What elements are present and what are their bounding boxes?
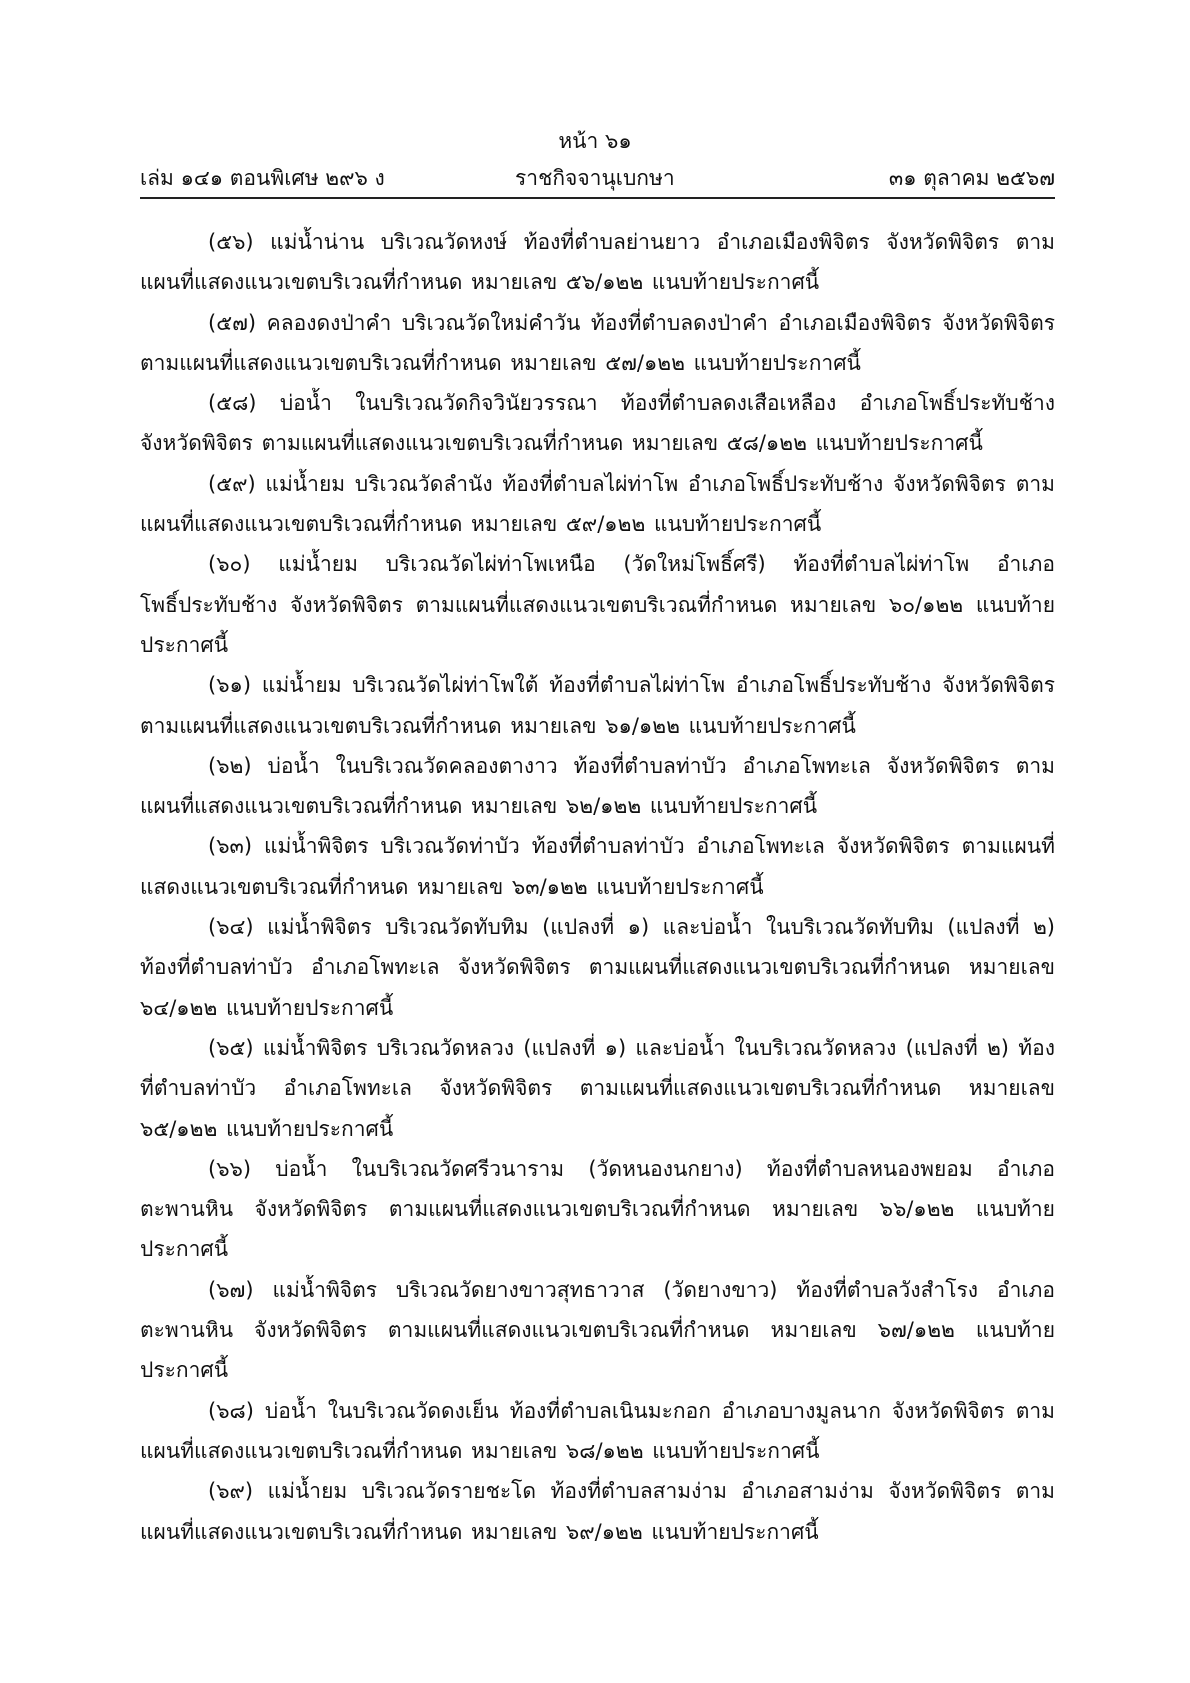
clause-67: (๖๗) แม่น้ำพิจิตร บริเวณวัดยางขาวสุทธาวาส (วัดยางขาว) ท้องที่ตำบลวังสำโรง อำเภอตะพานหิน จังหวัดพิจิตร ตามแผนที่แสดงแนวเขตบริเวณที่กำหนด หมายเลข ๖๗/๑๒๒ แนบท้ายประกาศนี้	[140, 1277, 1055, 1383]
volume-issue: เล่ม ๑๔๑ ตอนพิเศษ ๒๙๖ ง	[140, 166, 385, 190]
gazette-title: ราชกิจจานุเบกษา	[515, 166, 675, 190]
clause-64: (๖๔) แม่น้ำพิจิตร บริเวณวัดทับทิม (แปลงที่ ๑) และบ่อน้ำ ในบริเวณวัดทับทิม (แปลงที่ ๒) ท้องที่ตำบลท่าบัว อำเภอโพทะเล จังหวัดพิจิตร ตามแผนที่แสดงแนวเขตบริเวณที่กำหนด หมายเลข ๖๔/๑๒๒ แนบท้ายประกาศนี้	[140, 915, 1055, 1020]
clause-61: (๖๑) แม่น้ำยม บริเวณวัดไผ่ท่าโพใต้ ท้องที่ตำบลไผ่ท่าโพ อำเภอโพธิ์ประทับช้าง จังหวัดพิจิตร ตามแผนที่แสดงแนวเขตบริเวณที่กำหนด หมายเลข ๖๑/๑๒๒ แนบท้ายประกาศนี้	[140, 673, 1055, 738]
clause-56: (๕๖) แม่น้ำน่าน บริเวณวัดหงษ์ ท้องที่ตำบลย่านยาว อำเภอเมืองพิจิตร จังหวัดพิจิตร ตามแผนที่แสดงแนวเขตบริเวณที่กำหนด หมายเลข ๕๖/๑๒๒ แนบท้ายประกาศนี้	[140, 230, 1055, 295]
clause-59: (๕๙) แม่น้ำยม บริเวณวัดลำนัง ท้องที่ตำบลไผ่ท่าโพ อำเภอโพธิ์ประทับช้าง จังหวัดพิจิตร ตามแผนที่แสดงแนวเขตบริเวณที่กำหนด หมายเลข ๕๙/๑๒๒ แนบท้ายประกาศนี้	[140, 471, 1055, 537]
page-number: หน้า ๖๑	[558, 129, 632, 153]
clause-66: (๖๖) บ่อน้ำ ในบริเวณวัดศรีวนาราม (วัดหนองนกยาง) ท้องที่ตำบลหนองพยอม อำเภอตะพานหิน จังหวัดพิจิตร ตามแผนที่แสดงแนวเขตบริเวณที่กำหนด หมายเลข ๖๖/๑๒๒ แนบท้ายประกาศนี้	[140, 1156, 1055, 1262]
clause-63: (๖๓) แม่น้ำพิจิตร บริเวณวัดท่าบัว ท้องที่ตำบลท่าบัว อำเภอโพทะเล จังหวัดพิจิตร ตามแผนที่แสดงแนวเขตบริเวณที่กำหนด หมายเลข ๖๓/๑๒๒ แนบท้ายประกาศนี้	[140, 834, 1055, 899]
clause-60: (๖๐) แม่น้ำยม บริเวณวัดไผ่ท่าโพเหนือ (วัดใหม่โพธิ์ศรี) ท้องที่ตำบลไผ่ท่าโพ อำเภอโพธิ์ประทับช้าง จังหวัดพิจิตร ตามแผนที่แสดงแนวเขตบริเวณที่กำหนด หมายเลข ๖๐/๑๒๒ แนบท้ายประกาศนี้	[140, 552, 1055, 657]
clause-69: (๖๙) แม่น้ำยม บริเวณวัดรายชะโด ท้องที่ตำบลสามง่าม อำเภอสามง่าม จังหวัดพิจิตร ตามแผนที่แสดงแนวเขตบริเวณที่กำหนด หมายเลข ๖๙/๑๒๒ แนบท้ายประกาศนี้	[140, 1479, 1055, 1544]
header-divider	[140, 197, 1055, 199]
clause-62: (๖๒) บ่อน้ำ ในบริเวณวัดคลองตางาว ท้องที่ตำบลท่าบัว อำเภอโพทะเล จังหวัดพิจิตร ตามแผนที่แสดงแนวเขตบริเวณที่กำหนด หมายเลข ๖๒/๑๒๒ แนบท้ายประกาศนี้	[140, 753, 1055, 819]
publication-date: ๓๑ ตุลาคม ๒๕๖๗	[888, 166, 1055, 190]
clause-68: (๖๘) บ่อน้ำ ในบริเวณวัดดงเย็น ท้องที่ตำบลเนินมะกอก อำเภอบางมูลนาก จังหวัดพิจิตร ตามแผนที่แสดงแนวเขตบริเวณที่กำหนด หมายเลข ๖๘/๑๒๒ แนบท้ายประกาศนี้	[140, 1398, 1055, 1463]
gazette-header	[140, 163, 1055, 193]
document-body	[140, 222, 1055, 1552]
clause-57: (๕๗) คลองดงป่าคำ บริเวณวัดใหม่คำวัน ท้องที่ตำบลดงป่าคำ อำเภอเมืองพิจิตร จังหวัดพิจิตร ตามแผนที่แสดงแนวเขตบริเวณที่กำหนด หมายเลข ๕๗/๑๒๒ แนบท้ายประกาศนี้	[140, 310, 1055, 375]
clause-65: (๖๕) แม่น้ำพิจิตร บริเวณวัดหลวง (แปลงที่ ๑) และบ่อน้ำ ในบริเวณวัดหลวง (แปลงที่ ๒) ท้องที่ตำบลท่าบัว อำเภอโพทะเล จังหวัดพิจิตร ตามแผนที่แสดงแนวเขตบริเวณที่กำหนด หมายเลข ๖๕/๑๒๒ แนบท้ายประกาศนี้	[140, 1035, 1055, 1141]
clause-58: (๕๘) บ่อน้ำ ในบริเวณวัดกิจวินัยวรรณา ท้องที่ตำบลดงเสือเหลือง อำเภอโพธิ์ประทับช้าง จังหวัดพิจิตร ตามแผนที่แสดงแนวเขตบริเวณที่กำหนด หมายเลข ๕๘/๑๒๒ แนบท้ายประกาศนี้	[140, 391, 1055, 456]
